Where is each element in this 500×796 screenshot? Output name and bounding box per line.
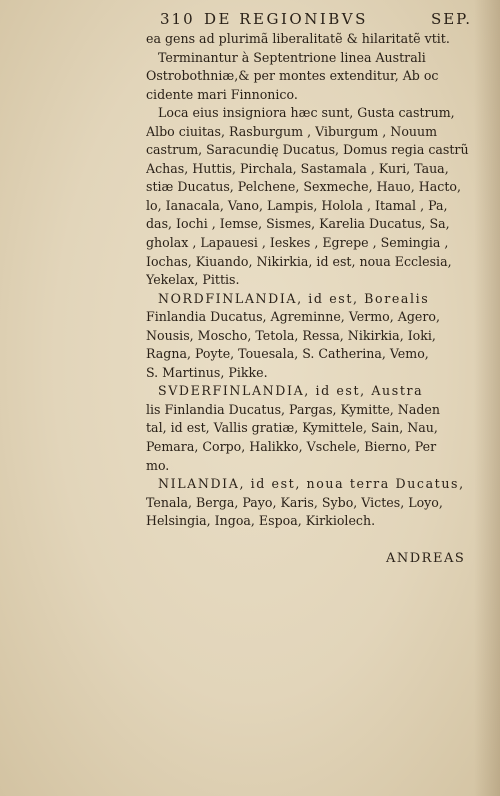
- page-gutter-shadow: [474, 0, 500, 796]
- section-heading-line: NORDFINLANDIA, id est, Borealis: [158, 290, 430, 306]
- catchword: ANDREAS: [386, 551, 466, 566]
- text-line: Ragna, Poyte, Touesala, S. Catherina, Vemo,: [146, 346, 429, 362]
- text-line: das, Iochi , Iemse, Sismes, Karelia Ducatus, Sa,: [146, 216, 450, 232]
- text-line: Yekelax, Pittis.: [146, 272, 240, 288]
- text-line: Loca eius insigniora hæc sunt, Gusta castrum,: [158, 105, 455, 121]
- body-text: [146, 30, 472, 531]
- section-heading-line: NILANDIA, id est, noua terra Ducatus,: [158, 476, 465, 492]
- section-mark: SEP.: [430, 10, 472, 28]
- text-line: Nousis, Moscho, Tetola, Ressa, Nikirkia, Ioki,: [146, 327, 436, 343]
- text-line: Albo ciuitas, Rasburgum , Viburgum , Nouum: [146, 123, 438, 139]
- text-line: Tenala, Berga, Payo, Karis, Sybo, Victes, Loyo,: [146, 494, 443, 510]
- text-line: Pemara, Corpo, Halikko, Vschele, Bierno, Per: [146, 439, 437, 455]
- running-title: DE REGIONIBVS: [204, 10, 368, 28]
- text-line: mo.: [146, 457, 170, 473]
- text-line: Achas, Huttis, Pirchala, Sastamala , Kuri, Taua,: [146, 160, 449, 176]
- text-line: Finlandia Ducatus, Agreminne, Vermo, Agero,: [146, 309, 440, 325]
- text-line: castrum, Saracundię Ducatus, Domus regia castrũ: [146, 142, 469, 158]
- page-number: 310: [160, 10, 195, 28]
- text-line: Ostrobothniæ,& per montes extenditur, Ab oc: [146, 68, 439, 84]
- text-line: Helsingia, Ingoa, Espoa, Kirkiolech.: [146, 513, 376, 529]
- text-line: lis Finlandia Ducatus, Pargas, Kymitte, Naden: [146, 401, 440, 417]
- text-line: ea gens ad plurimã liberalitatẽ & hilaritatẽ vtit.: [146, 31, 450, 46]
- section-heading-line: SVDERFINLANDIA, id est, Austra: [158, 383, 424, 399]
- text-block: [146, 8, 472, 531]
- text-line: tal, id est, Vallis gratiæ, Kymittele, Sain, Nau,: [146, 420, 438, 436]
- text-line: cidente mari Finnonico.: [146, 86, 298, 102]
- running-header: [146, 8, 472, 30]
- text-line: stiæ Ducatus, Pelchene, Sexmeche, Hauo, Hacto,: [146, 179, 461, 195]
- text-line: gholax , Lapauesi , Ieskes , Egrepe , Semingia ,: [146, 235, 449, 251]
- text-line: S. Martinus, Pikke.: [146, 364, 268, 380]
- text-line: Iochas, Kiuando, Nikirkia, id est, noua Ecclesia,: [146, 253, 452, 269]
- text-line: lo, Ianacala, Vano, Lampis, Holola , Itamal , Pa,: [146, 197, 448, 213]
- text-line: Terminantur à Septentrione linea Australi: [158, 49, 426, 65]
